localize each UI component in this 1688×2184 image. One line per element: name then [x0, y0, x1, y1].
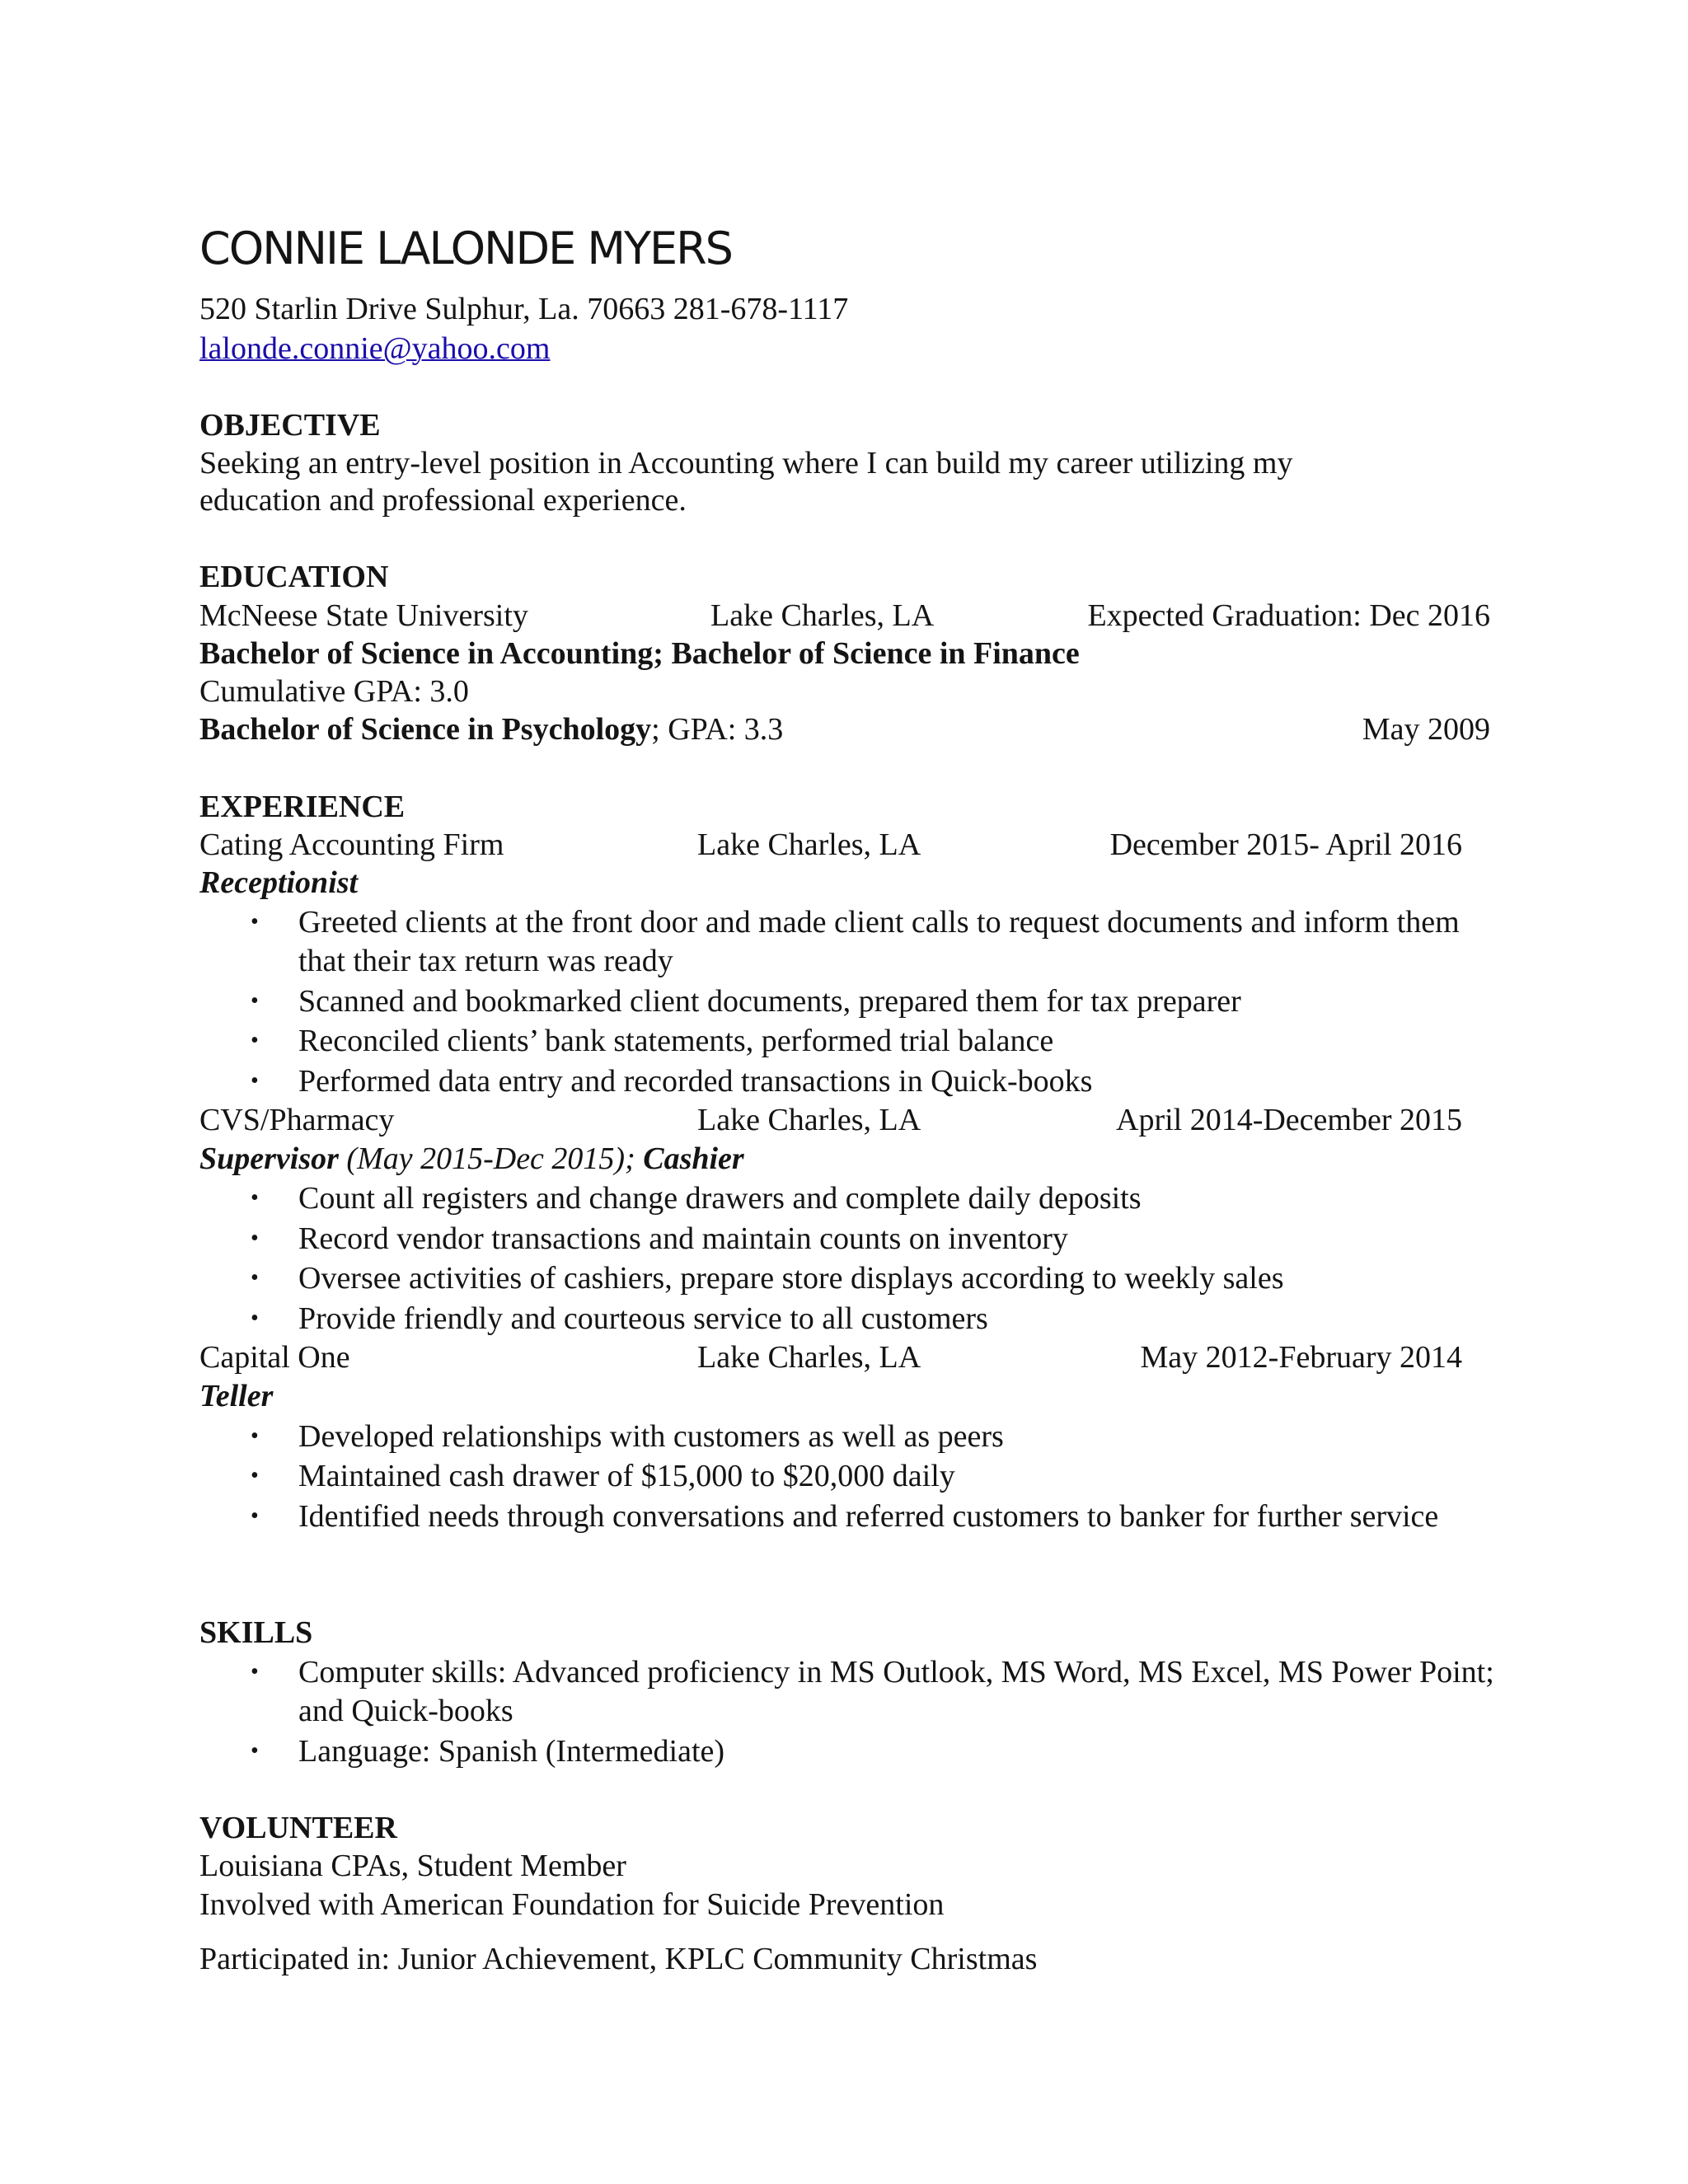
degree-psychology-date: May 2009: [1362, 712, 1490, 747]
job-company: Cating Accounting Firm: [199, 827, 504, 862]
degree-accounting: Bachelor of Science in Accounting;: [199, 636, 663, 671]
bullet-icon: •: [251, 1305, 259, 1331]
volunteer-line-2: Involved with American Foundation for Suicide Prevention: [199, 1887, 945, 1922]
bullet-icon: •: [251, 988, 259, 1014]
job-dates: May 2012-February 2014: [1140, 1340, 1462, 1375]
volunteer-line-3: Participated in: Junior Achievement, KPLC Community Christmas: [199, 1942, 1038, 1976]
job-dates: December 2015- April 2016: [1109, 827, 1462, 862]
job-title-secondary: Cashier: [643, 1141, 744, 1176]
bullet-icon: •: [251, 909, 259, 935]
job-bullet: Developed relationships with customers as well as peers: [298, 1419, 1004, 1454]
bullet-icon: •: [251, 1226, 259, 1251]
job-company: Capital One: [199, 1340, 350, 1375]
bullet-icon: •: [251, 1265, 259, 1291]
job-bullet: Reconciled clients’ bank statements, performed trial balance: [298, 1024, 1054, 1058]
contact-address: 520 Starlin Drive Sulphur, La. 70663 281-678-1117: [199, 292, 849, 326]
bullet-icon: •: [251, 1503, 259, 1529]
education-psychology: [199, 710, 783, 748]
objective-line-1: Seeking an entry-level position in Accounting where I can build my career utilizing my: [199, 446, 1293, 480]
contact-email[interactable]: [199, 330, 550, 368]
bullet-icon: •: [251, 1028, 259, 1053]
bullet-icon: •: [251, 1185, 259, 1211]
education-heading: EDUCATION: [199, 560, 389, 594]
job-bullet: Performed data entry and recorded transactions in Quick-books: [298, 1064, 1093, 1099]
skills-heading: SKILLS: [199, 1615, 313, 1650]
bullet-icon: •: [251, 1423, 259, 1449]
job-title-dates: (May 2015-Dec 2015);: [338, 1141, 644, 1176]
volunteer-heading: VOLUNTEER: [199, 1811, 397, 1845]
job-location: Lake Charles, LA: [697, 1103, 921, 1137]
job-bullet: Greeted clients at the front door and made client calls to request documents and inform them that their tax return was ready: [298, 905, 1460, 978]
job-location: Lake Charles, LA: [697, 827, 921, 862]
education-school: McNeese State University: [199, 598, 528, 633]
job-company: CVS/Pharmacy: [199, 1103, 395, 1137]
job-title: Teller: [199, 1379, 274, 1413]
job-bullet: Oversee activities of cashiers, prepare store displays according to weekly sales: [298, 1261, 1284, 1296]
bullet-icon: •: [251, 1463, 259, 1488]
volunteer-line-1: Louisiana CPAs, Student Member: [199, 1849, 626, 1883]
email-link[interactable]: lalonde.connie@yahoo.com: [199, 331, 551, 366]
job-bullet: Count all registers and change drawers and complete daily deposits: [298, 1181, 1142, 1216]
job-title: Receptionist: [199, 865, 359, 900]
education-gpa: Cumulative GPA: 3.0: [199, 674, 469, 709]
objective-line-2: education and professional experience.: [199, 483, 687, 518]
education-degrees: [199, 635, 1080, 673]
job-location: Lake Charles, LA: [697, 1340, 921, 1375]
objective-heading: OBJECTIVE: [199, 408, 381, 443]
job-bullet: Scanned and bookmarked client documents, prepared them for tax preparer: [298, 984, 1241, 1019]
education-graduation: Expected Graduation: Dec 2016: [1087, 598, 1490, 633]
job-bullet: Identified needs through conversations and referred customers to banker for further service: [298, 1499, 1439, 1534]
job-bullet: Provide friendly and courteous service to all customers: [298, 1301, 988, 1336]
job-bullet: Maintained cash drawer of $15,000 to $20,000 daily: [298, 1459, 955, 1493]
job-dates: April 2014-December 2015: [1116, 1103, 1462, 1137]
job-bullet: Record vendor transactions and maintain counts on inventory: [298, 1221, 1068, 1256]
degree-psychology: Bachelor of Science in Psychology: [199, 712, 652, 747]
candidate-name: CONNIE LALONDE MYERS: [199, 223, 732, 274]
skill-item: Computer skills: Advanced proficiency in MS Outlook, MS Word, MS Excel, MS Power Point; and Quick-books: [298, 1655, 1494, 1728]
job-title: Supervisor: [199, 1141, 339, 1176]
bullet-icon: •: [251, 1738, 259, 1764]
bullet-icon: •: [251, 1659, 259, 1685]
bullet-icon: •: [251, 1068, 259, 1094]
skill-item: Language: Spanish (Intermediate): [298, 1734, 725, 1769]
experience-heading: EXPERIENCE: [199, 790, 406, 824]
job-title-line: [199, 1140, 744, 1178]
degree-finance: Bachelor of Science in Finance: [671, 636, 1080, 671]
degree-psychology-gpa: ; GPA: 3.3: [651, 712, 784, 747]
education-location: Lake Charles, LA: [710, 598, 935, 633]
